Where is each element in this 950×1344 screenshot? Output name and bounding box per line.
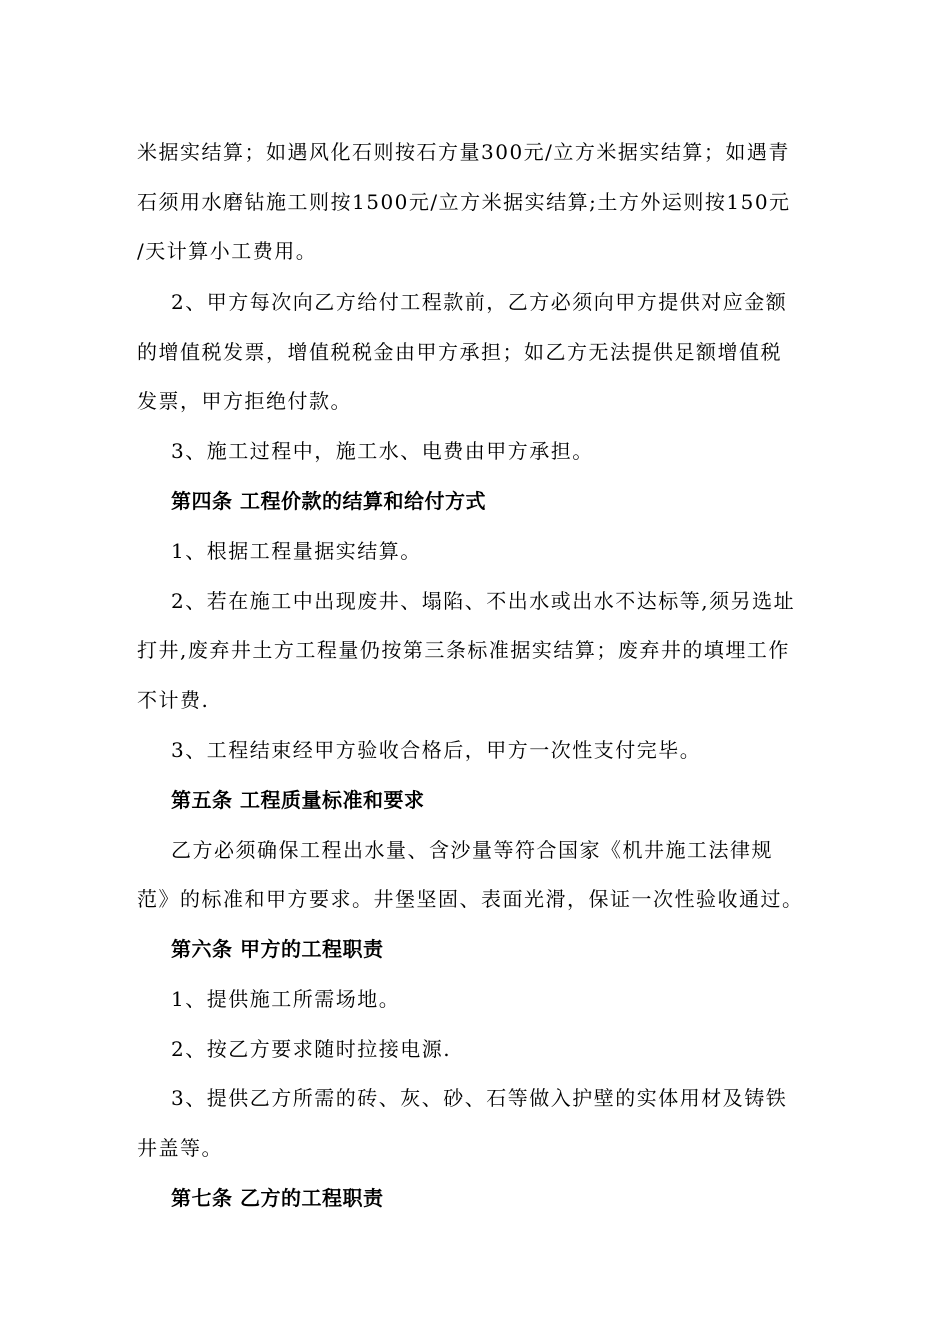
body-text-line: /天计算小工费用。 [137, 239, 318, 263]
section-heading-article-6: 第六条 甲方的工程职责 [171, 937, 384, 961]
paragraph-item-3: 3、工程结束经甲方验收合格后，甲方一次性支付完毕。 [171, 738, 702, 762]
paragraph-item-1: 1、根据工程量据实结算。 [171, 539, 422, 563]
body-text-line: 井盖等。 [137, 1136, 223, 1160]
body-text-line: 石须用水磨钻施工则按1500元/立方米据实结算;土方外运则按150元 [137, 190, 791, 214]
paragraph-item-3: 3、施工过程中，施工水、电费由甲方承担。 [171, 439, 594, 463]
paragraph-item-2: 2、甲方每次向乙方给付工程款前，乙方必须向甲方提供对应金额 [171, 290, 788, 314]
paragraph-text: 乙方必须确保工程出水量、含沙量等符合国家《机井施工法律规 [171, 838, 773, 862]
paragraph-item-2: 2、按乙方要求随时拉接电源. [171, 1037, 452, 1061]
body-text-line: 的增值税发票，增值税税金由甲方承担；如乙方无法提供足额增值税 [137, 340, 782, 364]
body-text-line: 不计费. [137, 688, 210, 712]
paragraph-item-2: 2、若在施工中出现废井、塌陷、不出水或出水不达标等,须另选址 [171, 589, 796, 613]
paragraph-item-3: 3、提供乙方所需的砖、灰、砂、石等做入护壁的实体用材及铸铁 [171, 1086, 788, 1110]
paragraph-item-1: 1、提供施工所需场地。 [171, 987, 401, 1011]
body-text-line: 发票，甲方拒绝付款。 [137, 389, 352, 413]
body-text-line: 范》的标准和甲方要求。井堡坚固、表面光滑，保证一次性验收通过。 [137, 887, 804, 911]
section-heading-article-5: 第五条 工程质量标准和要求 [171, 788, 425, 812]
section-heading-article-4: 第四条 工程价款的结算和给付方式 [171, 489, 486, 513]
body-text-line: 米据实结算；如遇风化石则按石方量300元/立方米据实结算；如遇青 [137, 140, 790, 164]
section-heading-article-7: 第七条 乙方的工程职责 [171, 1186, 384, 1210]
body-text-line: 打井,废弃井土方工程量仍按第三条标准据实结算；废弃井的填埋工作 [137, 638, 790, 662]
